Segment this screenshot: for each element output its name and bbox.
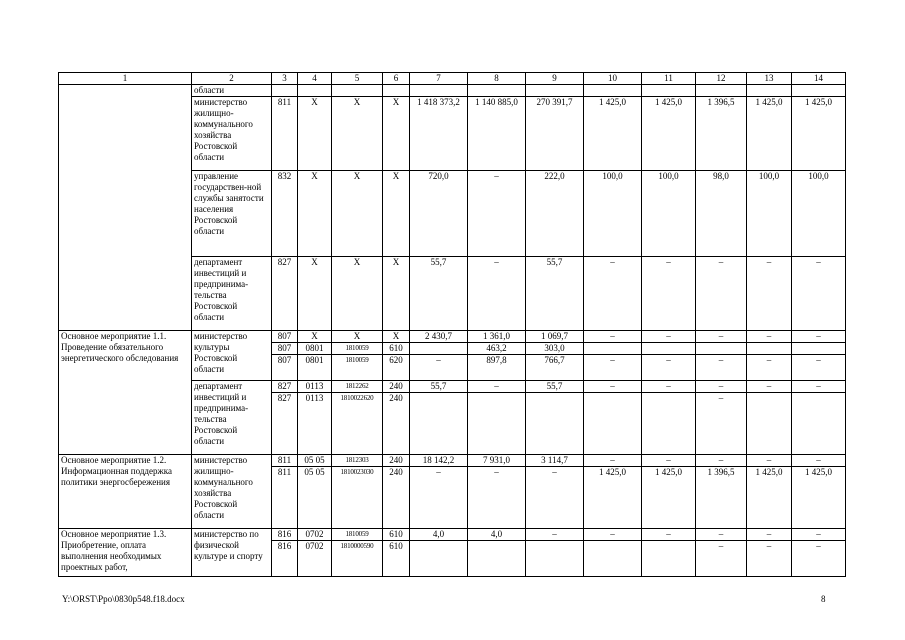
cell-org: области (192, 85, 272, 97)
cell-value: 4,0 (410, 529, 468, 541)
cell-value (584, 393, 642, 455)
cell-value: 222,0 (526, 171, 584, 257)
cell-value: 270 391,7 (526, 97, 584, 171)
header-cell: 1 (59, 73, 192, 85)
cell-value: – (584, 331, 642, 343)
header-cell: 9 (526, 73, 584, 85)
cell-value: Х (332, 257, 383, 331)
header-cell: 2 (192, 73, 272, 85)
header-cell: 3 (272, 73, 298, 85)
cell-value: 463,2 (468, 343, 526, 355)
cell-value: 55,7 (410, 381, 468, 393)
table-row (59, 331, 846, 343)
cell-value: 1810022620 (332, 393, 383, 455)
cell-value: 832 (272, 171, 298, 257)
cell-value: Х (383, 331, 410, 343)
cell-value (642, 393, 696, 455)
cell-value: Х (332, 171, 383, 257)
cell-value: – (410, 467, 468, 529)
cell-value: 610 (383, 529, 410, 541)
cell-value: 1 425,0 (584, 467, 642, 529)
cell-value: 811 (272, 467, 298, 529)
cell-org: министерство жилищно-коммунального хозяйства Ростовской области (192, 455, 272, 529)
cell-value (584, 343, 642, 355)
cell-measure (59, 85, 192, 331)
cell-value: 1 140 885,0 (468, 97, 526, 171)
cell-value: 0801 (298, 355, 332, 381)
cell-value: – (468, 171, 526, 257)
cell-value: – (642, 355, 696, 381)
cell-value: – (747, 355, 792, 381)
cell-value: 827 (272, 393, 298, 455)
cell-value: 1 425,0 (747, 97, 792, 171)
cell-value: 610 (383, 343, 410, 355)
cell-value: 0702 (298, 529, 332, 541)
cell-value (410, 343, 468, 355)
cell-value: – (696, 381, 747, 393)
cell-value: – (696, 393, 747, 455)
cell-value: – (642, 331, 696, 343)
cell-value: 1810000590 (332, 541, 383, 577)
cell-value: – (642, 257, 696, 331)
cell-value: 807 (272, 343, 298, 355)
cell-value: – (468, 467, 526, 529)
cell-value (468, 393, 526, 455)
cell-value: 1810023030 (332, 467, 383, 529)
cell-value: – (792, 541, 846, 577)
cell-value: – (696, 355, 747, 381)
cell-value: 100,0 (584, 171, 642, 257)
cell-value (696, 343, 747, 355)
header-cell: 6 (383, 73, 410, 85)
cell-value: – (696, 529, 747, 541)
cell-value: 807 (272, 355, 298, 381)
cell-value: 1812303 (332, 455, 383, 467)
cell-value: 610 (383, 541, 410, 577)
cell-value: 98,0 (696, 171, 747, 257)
cell-value: 1 425,0 (584, 97, 642, 171)
cell-value (526, 541, 584, 577)
cell-value: 4,0 (468, 529, 526, 541)
cell-value: – (792, 331, 846, 343)
header-cell: 5 (332, 73, 383, 85)
cell-value: – (747, 381, 792, 393)
cell-value: Х (332, 97, 383, 171)
cell-value: 7 931,0 (468, 455, 526, 467)
cell-value: – (747, 541, 792, 577)
budget-table (58, 72, 846, 577)
cell-value: 1 396,5 (696, 97, 747, 171)
cell-value: – (696, 455, 747, 467)
cell-value: 1 425,0 (747, 467, 792, 529)
cell-value: Х (298, 257, 332, 331)
cell-value: 100,0 (642, 171, 696, 257)
cell-value (410, 393, 468, 455)
cell-value: – (747, 455, 792, 467)
cell-value: 0801 (298, 343, 332, 355)
cell-value: 1 418 373,2 (410, 97, 468, 171)
cell-value: 1 425,0 (792, 97, 846, 171)
cell-value: 827 (272, 381, 298, 393)
cell-value: 0702 (298, 541, 332, 577)
header-cell: 7 (410, 73, 468, 85)
cell-value (468, 541, 526, 577)
cell-value: 100,0 (747, 171, 792, 257)
cell-value (792, 393, 846, 455)
cell-value (526, 393, 584, 455)
header-cell: 14 (792, 73, 846, 85)
cell-value: 05 05 (298, 455, 332, 467)
header-cell: 12 (696, 73, 747, 85)
cell-value: – (468, 257, 526, 331)
cell-value: – (792, 381, 846, 393)
cell-org: министерство культуры Ростовской области (192, 331, 272, 381)
measure-title: Основное мероприятие 1.3. Приобретение, оплата выполнения необходимых проектных работ, (59, 529, 192, 577)
cell-value (792, 343, 846, 355)
cell-value: 240 (383, 467, 410, 529)
cell-value: – (747, 529, 792, 541)
cell-value: 3 114,7 (526, 455, 584, 467)
cell-value: Х (298, 171, 332, 257)
cell-value: 807 (272, 331, 298, 343)
header-cell: 10 (584, 73, 642, 85)
cell-value: 720,0 (410, 171, 468, 257)
cell-org: управление государствен-ной службы занятости населения Ростовской области (192, 171, 272, 257)
cell-value: 1 425,0 (792, 467, 846, 529)
header-cell: 13 (747, 73, 792, 85)
cell-org: министерство по физической культуре и спорту (192, 529, 272, 577)
header-cell: 11 (642, 73, 696, 85)
cell-value: 1 361,0 (468, 331, 526, 343)
cell-value: – (410, 355, 468, 381)
cell-value: – (584, 455, 642, 467)
footer-file-path: Y:\ORST\Ppo\0830p548.f18.docx (62, 594, 185, 604)
cell-value: – (584, 257, 642, 331)
cell-value: 1810059 (332, 343, 383, 355)
cell-value: – (526, 529, 584, 541)
cell-value: – (642, 455, 696, 467)
cell-value: – (642, 529, 696, 541)
cell-value: 240 (383, 393, 410, 455)
cell-value: – (792, 257, 846, 331)
cell-value: 100,0 (792, 171, 846, 257)
cell-value: 620 (383, 355, 410, 381)
cell-value: 897,8 (468, 355, 526, 381)
cell-value: – (642, 381, 696, 393)
cell-value: 0113 (298, 381, 332, 393)
cell-value: 1 069,7 (526, 331, 584, 343)
measure-title: Основное мероприятие 1.2. Информационная поддержка политики энергосбережения (59, 455, 192, 529)
cell-value: 811 (272, 97, 298, 171)
cell-value: 1 396,5 (696, 467, 747, 529)
cell-org: департамент инвестиций и предпринима-тельства Ростовской области (192, 381, 272, 455)
cell-value: Х (298, 331, 332, 343)
cell-value: 55,7 (526, 257, 584, 331)
cell-value (747, 343, 792, 355)
cell-value (642, 343, 696, 355)
cell-value: 18 142,2 (410, 455, 468, 467)
cell-value: Х (383, 257, 410, 331)
cell-value: Х (332, 331, 383, 343)
cell-value: 55,7 (410, 257, 468, 331)
cell-value: 827 (272, 257, 298, 331)
cell-value: – (696, 331, 747, 343)
cell-value: 811 (272, 455, 298, 467)
table-row (59, 85, 846, 97)
cell-value: 1810059 (332, 355, 383, 381)
cell-value: Х (383, 97, 410, 171)
cell-value: – (747, 257, 792, 331)
cell-value (747, 393, 792, 455)
cell-value (642, 541, 696, 577)
cell-value: 1 425,0 (642, 467, 696, 529)
header-cell: 4 (298, 73, 332, 85)
cell-value: – (696, 541, 747, 577)
cell-value: 816 (272, 541, 298, 577)
cell-value: 05 05 (298, 467, 332, 529)
cell-value: – (584, 355, 642, 381)
cell-org: министерство жилищно-коммунального хозяйства Ростовской области (192, 97, 272, 171)
cell-value: 0113 (298, 393, 332, 455)
cell-value: Х (298, 97, 332, 171)
table-row (59, 529, 846, 541)
cell-value: 1 425,0 (642, 97, 696, 171)
header-row (59, 73, 846, 85)
measure-title: Основное мероприятие 1.1. Проведение обязательного энергетического обследования (59, 331, 192, 455)
cell-value: 240 (383, 381, 410, 393)
cell-value: 1810059 (332, 529, 383, 541)
cell-value: – (696, 257, 747, 331)
cell-value (584, 541, 642, 577)
cell-value: 55,7 (526, 381, 584, 393)
cell-org: департамент инвестиций и предпринима-тельства Ростовской области (192, 257, 272, 331)
table-row (59, 455, 846, 467)
cell-value (410, 541, 468, 577)
cell-value: 2 430,7 (410, 331, 468, 343)
cell-value: – (468, 381, 526, 393)
cell-value: – (792, 529, 846, 541)
cell-value: – (526, 467, 584, 529)
header-cell: 8 (468, 73, 526, 85)
cell-value: – (747, 331, 792, 343)
page-number: 8 (821, 594, 826, 604)
cell-value: 240 (383, 455, 410, 467)
cell-value: – (792, 455, 846, 467)
cell-value: – (584, 529, 642, 541)
cell-value: 816 (272, 529, 298, 541)
cell-value: 303,0 (526, 343, 584, 355)
cell-value: – (792, 355, 846, 381)
cell-value: 1812262 (332, 381, 383, 393)
cell-value: Х (383, 171, 410, 257)
cell-value: – (584, 381, 642, 393)
cell-value: 766,7 (526, 355, 584, 381)
